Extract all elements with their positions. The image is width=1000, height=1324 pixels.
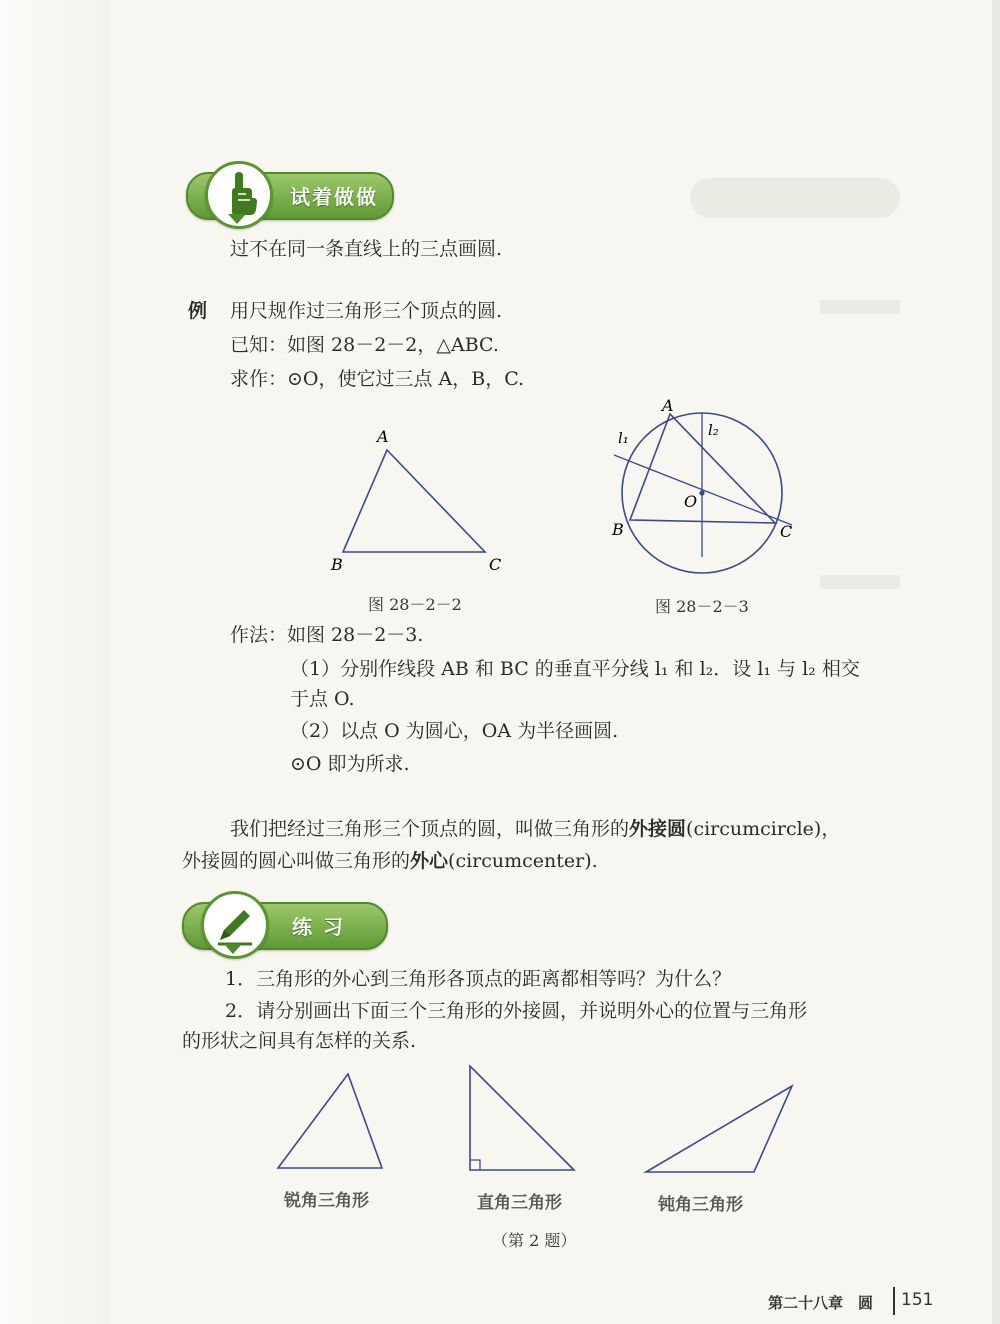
banner-pointer: [224, 944, 242, 954]
example-find: 求作：⊙O，使它过三点 A，B，C.: [230, 368, 525, 390]
try-task-text: 过不在同一条直线上的三点画圆.: [230, 238, 503, 260]
right-triangle-figure: [462, 1060, 582, 1176]
page-margin: [0, 0, 110, 1324]
method-step1-line1: （1）分别作线段 AB 和 BC 的垂直平分线 l₁ 和 l₂．设 l₁ 与 l₂ 相交: [290, 658, 860, 680]
show-through-banner: [690, 178, 900, 218]
term-circumcenter: 外心: [410, 850, 449, 872]
example-marker: 例: [188, 300, 208, 322]
circle-label-c: C: [780, 522, 793, 541]
definition-line2-suffix: (circumcenter).: [448, 850, 598, 872]
term-circumcircle: 外接圆: [629, 818, 687, 840]
circle-label-a: A: [662, 396, 674, 415]
circle-label-o: O: [684, 492, 698, 511]
page-number: 151: [901, 1290, 934, 1310]
page-edge: [992, 0, 1000, 1324]
footer-divider: [893, 1287, 895, 1315]
figure-circumcircle: [600, 395, 815, 580]
right-angle-mark: [470, 1160, 480, 1170]
center-point-o: [699, 490, 704, 495]
method-step1-line2: 于点 O.: [290, 688, 355, 710]
footer-chapter: 第二十八章 圆: [768, 1294, 874, 1312]
acute-triangle: [278, 1074, 382, 1168]
caption-right-triangle: 直角三角形: [477, 1193, 562, 1213]
vertex-label-c: C: [489, 555, 502, 574]
obtuse-triangle: [646, 1086, 792, 1172]
line-label-l2: l₂: [708, 421, 719, 439]
definition-line1-prefix: 我们把经过三角形三个顶点的圆，叫做三角形的: [230, 818, 630, 840]
definition-line1-suffix: (circumcircle)，: [686, 818, 841, 840]
caption-acute-triangle: 锐角三角形: [284, 1191, 369, 1211]
figure-caption-28-2-2: 图 28－2－2: [368, 595, 462, 614]
method-step2: （2）以点 O 为圆心，OA 为半径画圆.: [290, 720, 619, 742]
definition-line1: [230, 818, 840, 841]
caption-obtuse-triangle: 钝角三角形: [658, 1195, 743, 1215]
circle-label-b: B: [612, 520, 624, 539]
exercise-q2-line1: 2．请分别画出下面三个三角形的外接圆，并说明外心的位置与三角形: [225, 1000, 808, 1022]
right-triangle: [470, 1066, 574, 1170]
method-conclusion: ⊙O 即为所求.: [290, 753, 410, 775]
definition-line2-prefix: 外接圆的圆心叫做三角形的: [182, 850, 411, 872]
banner-pointer: [228, 214, 246, 224]
exercise-title: 练 习: [292, 915, 345, 939]
obtuse-triangle-figure: [638, 1080, 800, 1178]
line-label-l1: l₁: [618, 429, 629, 447]
exercise-q1: 1．三角形的外心到三角形各顶点的距离都相等吗？为什么？: [225, 968, 732, 990]
example-statement: 用尺规作过三角形三个顶点的圆.: [230, 300, 503, 322]
figure-caption-28-2-3: 图 28－2－3: [655, 597, 749, 616]
figure-triangle-abc: [325, 420, 515, 580]
show-through-text: [820, 300, 900, 314]
acute-triangle-figure: [270, 1066, 390, 1176]
exercise-figure-caption: （第 2 题）: [492, 1231, 577, 1250]
example-given: 已知：如图 28－2－2，△ABC.: [230, 334, 499, 356]
vertex-label-b: B: [331, 555, 343, 574]
show-through-text: [820, 575, 900, 589]
triangle-abc: [343, 450, 485, 552]
try-section-title: 试着做做: [290, 185, 378, 209]
definition-line2: [182, 850, 598, 873]
exercise-q2-line2: 的形状之间具有怎样的关系.: [182, 1030, 417, 1052]
vertex-label-a: A: [377, 427, 389, 446]
method-intro: 作法：如图 28－2－3.: [230, 624, 424, 646]
